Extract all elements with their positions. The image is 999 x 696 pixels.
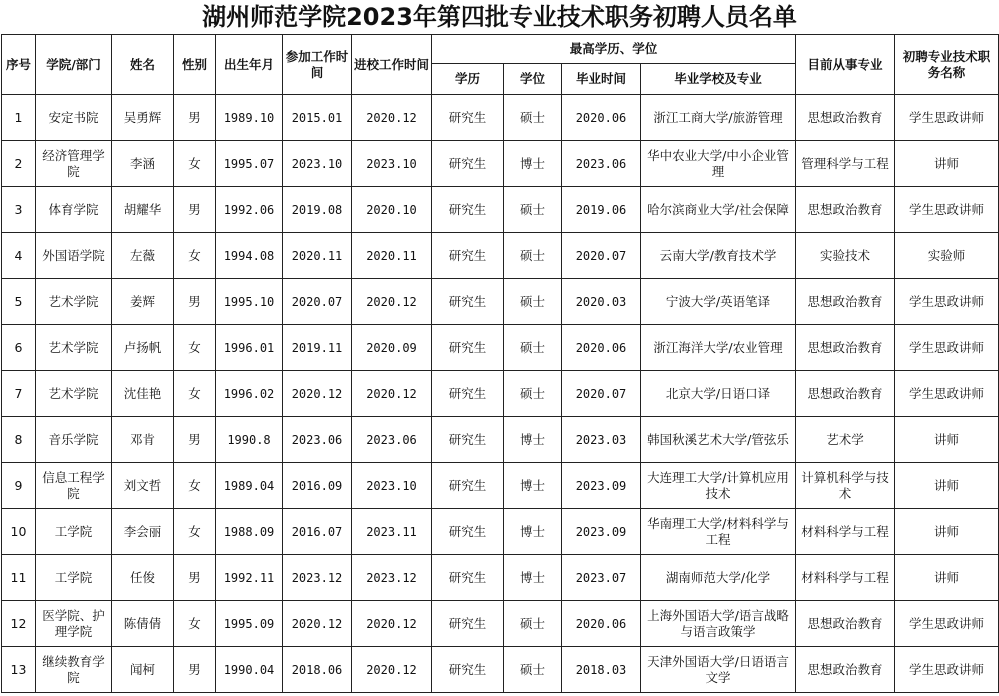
cell-name: 胡耀华 (112, 187, 174, 233)
cell-gender: 女 (174, 509, 216, 555)
cell-work-start: 2023.10 (283, 141, 352, 187)
cell-education: 研究生 (432, 601, 504, 647)
cell-school-major: 天津外国语大学/日语语言文学 (641, 647, 796, 693)
cell-dept: 安定书院 (36, 95, 112, 141)
staff-table (1, 34, 999, 693)
cell-index: 9 (2, 463, 36, 509)
cell-join-school: 2023.11 (352, 509, 432, 555)
header-grad-time: 毕业时间 (562, 64, 641, 95)
cell-current-field: 思想政治教育 (796, 95, 895, 141)
cell-grad-time: 2018.03 (562, 647, 641, 693)
cell-work-start: 2019.11 (283, 325, 352, 371)
cell-name: 左薇 (112, 233, 174, 279)
header-title-name: 初聘专业技术职务名称 (895, 35, 999, 95)
cell-index: 7 (2, 371, 36, 417)
cell-degree: 硕士 (504, 95, 562, 141)
cell-school-major: 浙江海洋大学/农业管理 (641, 325, 796, 371)
cell-work-start: 2019.08 (283, 187, 352, 233)
cell-join-school: 2020.12 (352, 601, 432, 647)
cell-education: 研究生 (432, 417, 504, 463)
cell-join-school: 2023.12 (352, 555, 432, 601)
header-degree: 学位 (504, 64, 562, 95)
cell-index: 1 (2, 95, 36, 141)
cell-title-name: 实验师 (895, 233, 999, 279)
header-dept: 学院/部门 (36, 35, 112, 95)
cell-index: 4 (2, 233, 36, 279)
header-name: 姓名 (112, 35, 174, 95)
cell-birth: 1990.8 (216, 417, 283, 463)
header-join-school: 进校工作时间 (352, 35, 432, 95)
cell-gender: 男 (174, 187, 216, 233)
cell-work-start: 2023.12 (283, 555, 352, 601)
cell-current-field: 思想政治教育 (796, 371, 895, 417)
cell-current-field: 艺术学 (796, 417, 895, 463)
cell-dept: 外国语学院 (36, 233, 112, 279)
cell-grad-time: 2020.06 (562, 325, 641, 371)
cell-join-school: 2020.12 (352, 95, 432, 141)
cell-degree: 硕士 (504, 601, 562, 647)
cell-index: 5 (2, 279, 36, 325)
cell-title-name: 学生思政讲师 (895, 325, 999, 371)
table-row (2, 555, 999, 601)
header-current-field: 目前从事专业 (796, 35, 895, 95)
table-row (2, 95, 999, 141)
cell-school-major: 大连理工大学/计算机应用技术 (641, 463, 796, 509)
cell-birth: 1992.06 (216, 187, 283, 233)
cell-dept: 信息工程学院 (36, 463, 112, 509)
cell-gender: 男 (174, 555, 216, 601)
cell-work-start: 2020.12 (283, 601, 352, 647)
cell-index: 12 (2, 601, 36, 647)
cell-work-start: 2023.06 (283, 417, 352, 463)
cell-degree: 硕士 (504, 647, 562, 693)
cell-birth: 1989.10 (216, 95, 283, 141)
cell-work-start: 2020.12 (283, 371, 352, 417)
cell-education: 研究生 (432, 325, 504, 371)
cell-join-school: 2020.12 (352, 279, 432, 325)
cell-degree: 硕士 (504, 371, 562, 417)
cell-degree: 博士 (504, 141, 562, 187)
cell-grad-time: 2020.07 (562, 371, 641, 417)
cell-current-field: 材料科学与工程 (796, 555, 895, 601)
cell-birth: 1994.08 (216, 233, 283, 279)
cell-dept: 体育学院 (36, 187, 112, 233)
cell-join-school: 2023.06 (352, 417, 432, 463)
cell-school-major: 云南大学/教育技术学 (641, 233, 796, 279)
cell-join-school: 2023.10 (352, 141, 432, 187)
cell-dept: 工学院 (36, 509, 112, 555)
cell-school-major: 宁波大学/英语笔译 (641, 279, 796, 325)
cell-education: 研究生 (432, 371, 504, 417)
header-highest-group: 最高学历、学位 (432, 35, 796, 64)
cell-dept: 经济管理学院 (36, 141, 112, 187)
table-row (2, 279, 999, 325)
cell-name: 闻柯 (112, 647, 174, 693)
cell-name: 吴勇辉 (112, 95, 174, 141)
cell-gender: 女 (174, 233, 216, 279)
cell-index: 3 (2, 187, 36, 233)
cell-education: 研究生 (432, 187, 504, 233)
cell-grad-time: 2020.06 (562, 601, 641, 647)
cell-join-school: 2020.12 (352, 647, 432, 693)
cell-work-start: 2020.07 (283, 279, 352, 325)
cell-name: 任俊 (112, 555, 174, 601)
cell-join-school: 2020.09 (352, 325, 432, 371)
page-title: 湖州师范学院2023年第四批专业技术职务初聘人员名单 (202, 3, 797, 31)
cell-school-major: 哈尔滨商业大学/社会保障 (641, 187, 796, 233)
cell-title-name: 学生思政讲师 (895, 95, 999, 141)
cell-current-field: 思想政治教育 (796, 279, 895, 325)
cell-birth: 1995.09 (216, 601, 283, 647)
header-gender: 性别 (174, 35, 216, 95)
cell-join-school: 2020.10 (352, 187, 432, 233)
cell-birth: 1992.11 (216, 555, 283, 601)
cell-work-start: 2016.07 (283, 509, 352, 555)
cell-current-field: 材料科学与工程 (796, 509, 895, 555)
cell-education: 研究生 (432, 233, 504, 279)
cell-degree: 硕士 (504, 325, 562, 371)
table-row (2, 187, 999, 233)
cell-education: 研究生 (432, 141, 504, 187)
cell-name: 卢扬帆 (112, 325, 174, 371)
cell-grad-time: 2023.09 (562, 509, 641, 555)
cell-education: 研究生 (432, 279, 504, 325)
cell-name: 李涵 (112, 141, 174, 187)
cell-gender: 女 (174, 325, 216, 371)
cell-gender: 男 (174, 279, 216, 325)
cell-name: 刘文哲 (112, 463, 174, 509)
cell-dept: 音乐学院 (36, 417, 112, 463)
cell-work-start: 2015.01 (283, 95, 352, 141)
cell-current-field: 思想政治教育 (796, 325, 895, 371)
cell-grad-time: 2023.06 (562, 141, 641, 187)
cell-index: 6 (2, 325, 36, 371)
cell-index: 13 (2, 647, 36, 693)
cell-title-name: 学生思政讲师 (895, 279, 999, 325)
cell-education: 研究生 (432, 509, 504, 555)
cell-title-name: 讲师 (895, 417, 999, 463)
cell-birth: 1995.10 (216, 279, 283, 325)
cell-grad-time: 2020.03 (562, 279, 641, 325)
cell-gender: 男 (174, 647, 216, 693)
table-body (2, 95, 999, 693)
cell-grad-time: 2023.09 (562, 463, 641, 509)
cell-birth: 1988.09 (216, 509, 283, 555)
cell-school-major: 北京大学/日语口译 (641, 371, 796, 417)
cell-school-major: 湖南师范大学/化学 (641, 555, 796, 601)
header-school-major: 毕业学校及专业 (641, 64, 796, 95)
cell-grad-time: 2023.07 (562, 555, 641, 601)
table-row (2, 647, 999, 693)
cell-birth: 1989.04 (216, 463, 283, 509)
cell-dept: 艺术学院 (36, 279, 112, 325)
cell-index: 10 (2, 509, 36, 555)
cell-degree: 博士 (504, 417, 562, 463)
cell-dept: 医学院、护理学院 (36, 601, 112, 647)
cell-degree: 博士 (504, 509, 562, 555)
cell-title-name: 学生思政讲师 (895, 187, 999, 233)
cell-birth: 1990.04 (216, 647, 283, 693)
cell-work-start: 2020.11 (283, 233, 352, 279)
cell-join-school: 2020.12 (352, 371, 432, 417)
cell-index: 2 (2, 141, 36, 187)
cell-education: 研究生 (432, 647, 504, 693)
cell-current-field: 思想政治教育 (796, 647, 895, 693)
cell-school-major: 上海外国语大学/语言战略与语言政策学 (641, 601, 796, 647)
cell-dept: 艺术学院 (36, 325, 112, 371)
table-row (2, 509, 999, 555)
cell-name: 姜辉 (112, 279, 174, 325)
cell-birth: 1996.02 (216, 371, 283, 417)
cell-school-major: 浙江工商大学/旅游管理 (641, 95, 796, 141)
header-education: 学历 (432, 64, 504, 95)
table-row (2, 141, 999, 187)
cell-title-name: 讲师 (895, 463, 999, 509)
cell-dept: 艺术学院 (36, 371, 112, 417)
cell-education: 研究生 (432, 463, 504, 509)
table-row (2, 601, 999, 647)
cell-title-name: 讲师 (895, 509, 999, 555)
cell-current-field: 计算机科学与技术 (796, 463, 895, 509)
header-birth: 出生年月 (216, 35, 283, 95)
cell-work-start: 2018.06 (283, 647, 352, 693)
cell-title-name: 学生思政讲师 (895, 371, 999, 417)
cell-dept: 工学院 (36, 555, 112, 601)
cell-current-field: 思想政治教育 (796, 601, 895, 647)
cell-school-major: 韩国秋溪艺术大学/管弦乐 (641, 417, 796, 463)
cell-gender: 女 (174, 141, 216, 187)
cell-degree: 硕士 (504, 233, 562, 279)
cell-grad-time: 2020.06 (562, 95, 641, 141)
cell-work-start: 2016.09 (283, 463, 352, 509)
cell-join-school: 2023.10 (352, 463, 432, 509)
cell-grad-time: 2020.07 (562, 233, 641, 279)
cell-title-name: 学生思政讲师 (895, 601, 999, 647)
cell-current-field: 管理科学与工程 (796, 141, 895, 187)
table-row (2, 325, 999, 371)
cell-join-school: 2020.11 (352, 233, 432, 279)
cell-gender: 男 (174, 95, 216, 141)
cell-name: 李会丽 (112, 509, 174, 555)
cell-index: 11 (2, 555, 36, 601)
cell-name: 邓肯 (112, 417, 174, 463)
table-row (2, 417, 999, 463)
table-row (2, 371, 999, 417)
cell-degree: 硕士 (504, 187, 562, 233)
cell-name: 沈佳艳 (112, 371, 174, 417)
cell-education: 研究生 (432, 555, 504, 601)
cell-gender: 男 (174, 417, 216, 463)
table-row (2, 463, 999, 509)
cell-degree: 博士 (504, 463, 562, 509)
cell-degree: 硕士 (504, 279, 562, 325)
cell-name: 陈倩倩 (112, 601, 174, 647)
cell-grad-time: 2019.06 (562, 187, 641, 233)
cell-title-name: 学生思政讲师 (895, 647, 999, 693)
table-row (2, 233, 999, 279)
cell-index: 8 (2, 417, 36, 463)
cell-current-field: 实验技术 (796, 233, 895, 279)
cell-title-name: 讲师 (895, 555, 999, 601)
cell-gender: 女 (174, 371, 216, 417)
cell-birth: 1996.01 (216, 325, 283, 371)
cell-grad-time: 2023.03 (562, 417, 641, 463)
cell-birth: 1995.07 (216, 141, 283, 187)
cell-degree: 博士 (504, 555, 562, 601)
header-work-start: 参加工作时间 (283, 35, 352, 95)
cell-gender: 女 (174, 601, 216, 647)
cell-current-field: 思想政治教育 (796, 187, 895, 233)
cell-school-major: 华中农业大学/中小企业管理 (641, 141, 796, 187)
cell-education: 研究生 (432, 95, 504, 141)
cell-dept: 继续教育学院 (36, 647, 112, 693)
header-index: 序号 (2, 35, 36, 95)
cell-gender: 女 (174, 463, 216, 509)
cell-title-name: 讲师 (895, 141, 999, 187)
cell-school-major: 华南理工大学/材料科学与工程 (641, 509, 796, 555)
